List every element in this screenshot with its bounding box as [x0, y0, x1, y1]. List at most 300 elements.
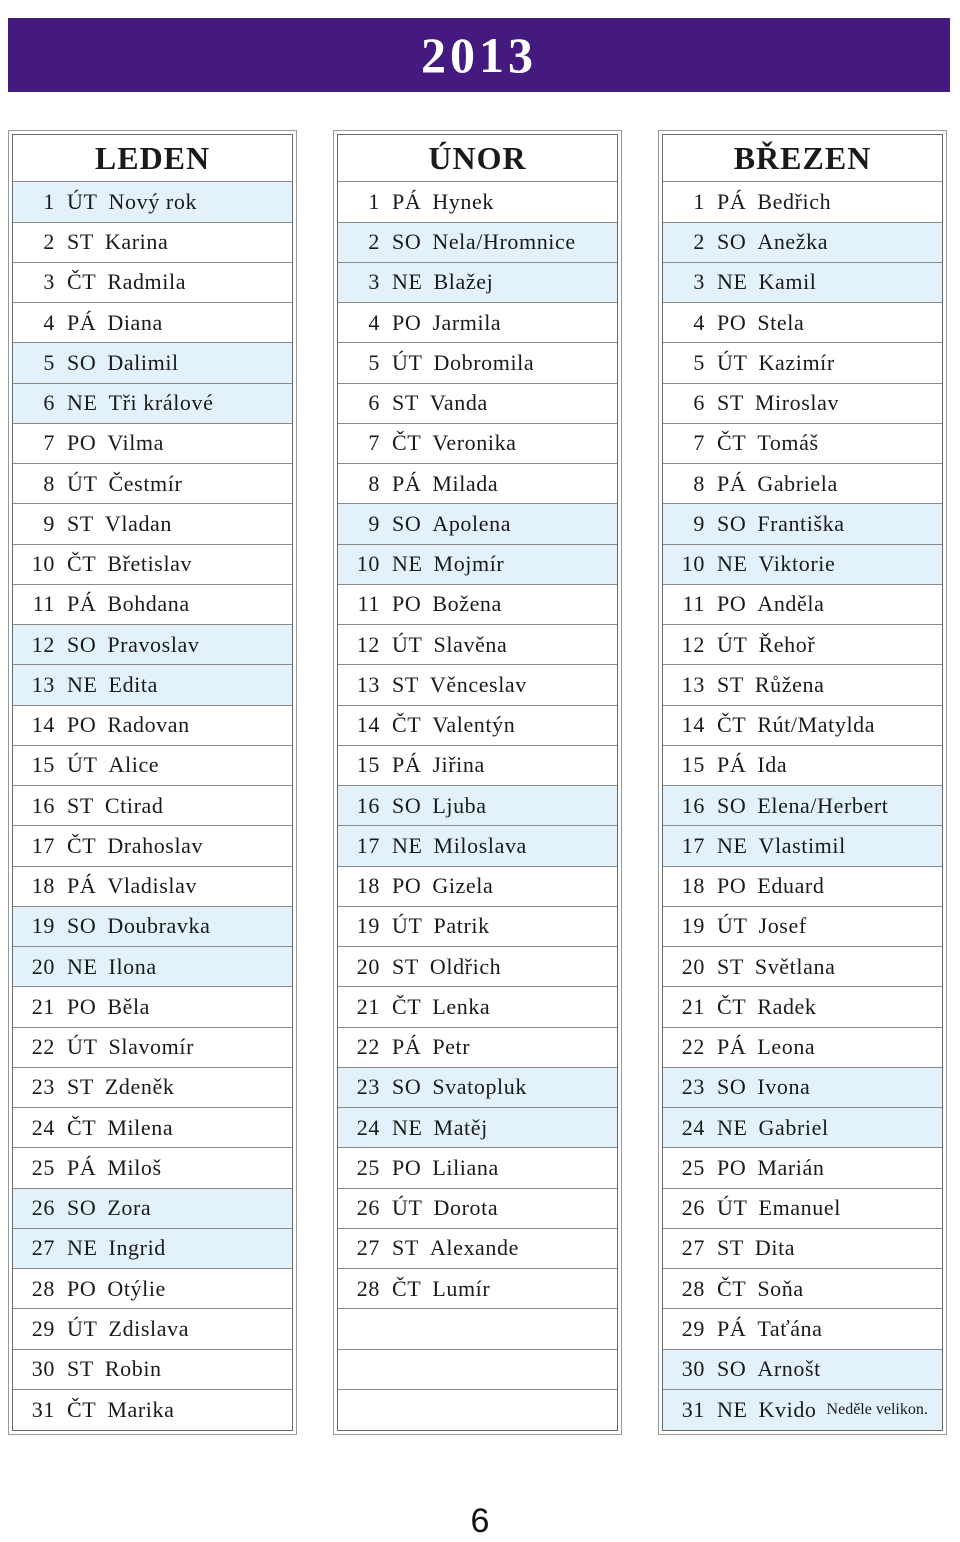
day-row	[13, 826, 292, 866]
day-number: 19	[31, 913, 55, 939]
day-of-week: ÚT	[717, 349, 748, 375]
day-number: 18	[681, 873, 705, 899]
day-of-week: ČT	[717, 430, 747, 456]
day-number: 20	[31, 953, 55, 979]
name-day: Karina	[104, 229, 169, 255]
day-row	[13, 987, 292, 1027]
page-number: 6	[470, 1502, 490, 1540]
day-of-week: PÁ	[717, 188, 747, 214]
day-row	[663, 504, 942, 544]
day-row	[663, 424, 942, 464]
name-day: Soňa	[757, 1275, 804, 1301]
day-number: 12	[31, 631, 55, 657]
day-number: 19	[681, 913, 705, 939]
day-number: 27	[681, 1235, 705, 1261]
day-of-week: PÁ	[392, 1034, 422, 1060]
name-day: Marián	[757, 1154, 825, 1180]
day-number: 9	[368, 510, 380, 536]
name-day: Nela/Hromnice	[432, 229, 576, 255]
name-day: Veronika	[432, 430, 517, 456]
day-row	[338, 343, 617, 383]
name-day: Doubravka	[107, 913, 211, 939]
day-row	[338, 1108, 617, 1148]
name-day: Lumír	[432, 1275, 491, 1301]
name-day: Ljuba	[432, 792, 487, 818]
day-row	[13, 585, 292, 625]
day-of-week: ST	[717, 1235, 744, 1261]
day-of-week: PÁ	[717, 470, 747, 496]
day-row	[13, 867, 292, 907]
day-of-week: NE	[392, 269, 423, 295]
day-number: 25	[356, 1154, 380, 1180]
day-of-week: PÁ	[67, 591, 97, 617]
day-number: 2	[368, 229, 380, 255]
day-number: 12	[681, 631, 705, 657]
day-row	[13, 746, 292, 786]
name-day: Světlana	[754, 953, 836, 979]
day-number: 23	[681, 1074, 705, 1100]
day-row	[338, 947, 617, 987]
name-day: Miloš	[107, 1154, 162, 1180]
day-number: 16	[681, 792, 705, 818]
day-row	[663, 1350, 942, 1390]
day-of-week: PÁ	[717, 1315, 747, 1341]
day-of-week: SO	[717, 1356, 747, 1382]
day-number: 20	[356, 953, 380, 979]
name-day: Radovan	[107, 712, 190, 738]
day-of-week: ÚT	[717, 631, 748, 657]
day-number: 23	[31, 1074, 55, 1100]
day-of-week: ÚT	[67, 1315, 98, 1341]
day-row	[13, 786, 292, 826]
day-row	[663, 384, 942, 424]
day-of-week: PO	[392, 1154, 422, 1180]
month-february	[333, 130, 622, 1435]
name-day: Petr	[432, 1034, 471, 1060]
name-day: Gabriela	[757, 470, 838, 496]
name-day: Dobromila	[433, 349, 535, 375]
name-day: Miroslav	[754, 390, 840, 416]
day-number: 28	[31, 1275, 55, 1301]
day-number: 8	[43, 470, 55, 496]
month-title: ÚNOR	[338, 135, 617, 182]
day-row	[338, 1350, 617, 1390]
day-of-week: ČT	[717, 1275, 747, 1301]
name-day: Ingrid	[108, 1235, 166, 1261]
day-number: 13	[31, 671, 55, 697]
day-row	[13, 1350, 292, 1390]
name-day: Zdeněk	[104, 1074, 175, 1100]
day-of-week: PÁ	[717, 1034, 747, 1060]
day-of-week: SO	[392, 1074, 422, 1100]
day-number: 28	[356, 1275, 380, 1301]
day-number: 24	[681, 1114, 705, 1140]
name-day: Hynek	[432, 188, 494, 214]
name-day: Čestmír	[108, 470, 183, 496]
day-number: 22	[681, 1034, 705, 1060]
day-number: 1	[693, 188, 705, 214]
day-number: 11	[682, 591, 705, 617]
day-row	[338, 585, 617, 625]
day-of-week: NE	[392, 551, 423, 577]
day-row	[13, 907, 292, 947]
name-day: Zdislava	[108, 1315, 190, 1341]
day-of-week: NE	[717, 269, 748, 295]
day-row	[663, 625, 942, 665]
name-day: Liliana	[432, 1154, 499, 1180]
day-number: 15	[356, 752, 380, 778]
name-day: Josef	[758, 913, 807, 939]
day-row	[663, 706, 942, 746]
day-of-week: ÚT	[392, 631, 423, 657]
day-number: 4	[43, 309, 55, 335]
name-day: Dalimil	[107, 349, 179, 375]
name-day: Robin	[104, 1356, 162, 1382]
name-day: Anežka	[757, 229, 829, 255]
day-row	[663, 1108, 942, 1148]
day-row	[663, 545, 942, 585]
day-of-week: NE	[392, 1114, 423, 1140]
day-of-week: SO	[392, 792, 422, 818]
day-of-week: PO	[67, 993, 97, 1019]
day-row	[663, 1028, 942, 1068]
day-row	[338, 464, 617, 504]
day-row	[338, 263, 617, 303]
name-day: Milada	[432, 470, 499, 496]
day-number: 14	[681, 712, 705, 738]
day-of-week: NE	[67, 390, 98, 416]
day-of-week: ST	[392, 1235, 419, 1261]
name-day: Ilona	[108, 953, 157, 979]
name-day: Apolena	[432, 510, 512, 536]
name-day: Milena	[107, 1114, 174, 1140]
day-number: 11	[357, 591, 380, 617]
name-day: Gabriel	[758, 1114, 829, 1140]
day-number: 9	[693, 510, 705, 536]
day-row	[13, 1229, 292, 1269]
day-of-week: ÚT	[717, 1195, 748, 1221]
day-of-week: ČT	[67, 1396, 97, 1422]
day-number: 29	[681, 1315, 705, 1341]
day-row	[338, 1028, 617, 1068]
day-row	[13, 384, 292, 424]
day-number: 21	[356, 993, 380, 1019]
day-of-week: NE	[392, 832, 423, 858]
day-row	[338, 303, 617, 343]
day-of-week: SO	[717, 1074, 747, 1100]
day-number: 23	[356, 1074, 380, 1100]
day-of-week: SO	[717, 229, 747, 255]
day-number: 13	[681, 671, 705, 697]
day-row	[13, 263, 292, 303]
day-row	[13, 343, 292, 383]
day-row	[338, 424, 617, 464]
day-row	[663, 1309, 942, 1349]
name-day: Lenka	[432, 993, 491, 1019]
day-of-week: ÚT	[67, 1034, 98, 1060]
name-day: Kazimír	[758, 349, 835, 375]
day-number: 1	[368, 188, 380, 214]
day-of-week: PÁ	[67, 873, 97, 899]
name-day: Jarmila	[432, 309, 502, 335]
day-row	[13, 1148, 292, 1188]
day-number: 12	[356, 631, 380, 657]
day-number: 18	[356, 873, 380, 899]
day-number: 3	[368, 269, 380, 295]
name-day: Nový rok	[108, 188, 198, 214]
day-of-week: ČT	[392, 993, 422, 1019]
day-list	[338, 182, 617, 1430]
day-row	[338, 746, 617, 786]
day-row	[338, 1189, 617, 1229]
day-number: 31	[681, 1396, 705, 1422]
name-day: Slavomír	[108, 1034, 194, 1060]
day-of-week: PÁ	[392, 470, 422, 496]
day-number: 6	[368, 390, 380, 416]
day-number: 2	[693, 229, 705, 255]
day-of-week: PO	[392, 591, 422, 617]
day-number: 29	[31, 1315, 55, 1341]
name-day: Ivona	[757, 1074, 811, 1100]
day-number: 20	[681, 953, 705, 979]
day-row	[13, 464, 292, 504]
day-row	[663, 303, 942, 343]
name-day: Kamil	[758, 269, 817, 295]
name-day: Radek	[757, 993, 817, 1019]
name-day: Dita	[754, 1235, 796, 1261]
name-day: Blažej	[433, 269, 494, 295]
day-number: 17	[31, 832, 55, 858]
name-day: Anděla	[757, 591, 825, 617]
day-number: 8	[368, 470, 380, 496]
day-row	[13, 303, 292, 343]
day-number: 15	[681, 752, 705, 778]
month-january	[8, 130, 297, 1435]
day-row	[13, 1028, 292, 1068]
day-number: 3	[693, 269, 705, 295]
day-number: 10	[356, 551, 380, 577]
day-row	[663, 585, 942, 625]
day-row	[338, 1309, 617, 1349]
day-number: 9	[43, 510, 55, 536]
name-day: Mojmír	[433, 551, 505, 577]
day-of-week: ÚT	[717, 913, 748, 939]
day-number: 7	[43, 430, 55, 456]
day-row	[663, 1189, 942, 1229]
day-of-week: NE	[67, 671, 98, 697]
day-number: 6	[693, 390, 705, 416]
name-day: Vladislav	[107, 873, 198, 899]
name-day: Viktorie	[758, 551, 836, 577]
day-number: 18	[31, 873, 55, 899]
day-number: 25	[31, 1154, 55, 1180]
day-of-week: ČT	[67, 551, 97, 577]
name-day: Růžena	[754, 671, 825, 697]
day-of-week: SO	[67, 913, 97, 939]
day-of-week: ÚT	[67, 188, 98, 214]
name-day: Eduard	[757, 873, 825, 899]
day-list	[663, 182, 942, 1430]
day-number: 5	[693, 349, 705, 375]
name-day: Alexande	[429, 1235, 519, 1261]
month-frame	[662, 134, 943, 1431]
day-of-week: ČT	[67, 269, 97, 295]
day-row	[13, 947, 292, 987]
name-day: Radmila	[107, 269, 187, 295]
day-of-week: ČT	[67, 832, 97, 858]
day-row	[13, 1068, 292, 1108]
day-of-week: PO	[717, 873, 747, 899]
day-row	[663, 665, 942, 705]
day-of-week: NE	[717, 1114, 748, 1140]
day-of-week: PO	[717, 309, 747, 335]
day-row	[663, 987, 942, 1027]
day-row	[338, 867, 617, 907]
day-of-week: ST	[67, 510, 94, 536]
day-number: 5	[43, 349, 55, 375]
name-day: Pravoslav	[107, 631, 200, 657]
day-row	[663, 1390, 942, 1430]
month-title: BŘEZEN	[663, 135, 942, 182]
day-row	[338, 504, 617, 544]
day-of-week: ÚT	[67, 470, 98, 496]
day-of-week: ČT	[67, 1114, 97, 1140]
day-number: 16	[356, 792, 380, 818]
day-row	[663, 907, 942, 947]
day-number: 26	[31, 1195, 55, 1221]
day-of-week: PÁ	[392, 188, 422, 214]
day-row	[663, 867, 942, 907]
day-of-week: PO	[392, 873, 422, 899]
name-day: Alice	[108, 752, 160, 778]
name-day: Dorota	[433, 1195, 499, 1221]
name-day: Tři králové	[108, 390, 214, 416]
day-row	[663, 223, 942, 263]
name-day: Vanda	[429, 390, 488, 416]
day-row	[13, 1390, 292, 1430]
day-number: 10	[681, 551, 705, 577]
day-number: 4	[693, 309, 705, 335]
day-of-week: NE	[67, 953, 98, 979]
month-frame	[12, 134, 293, 1431]
day-number: 4	[368, 309, 380, 335]
name-day: Vilma	[107, 430, 164, 456]
day-number: 13	[356, 671, 380, 697]
day-of-week: NE	[717, 551, 748, 577]
name-day: Drahoslav	[107, 832, 204, 858]
name-day: Diana	[107, 309, 163, 335]
name-day: Bohdana	[107, 591, 190, 617]
day-of-week: PO	[67, 712, 97, 738]
day-row	[13, 1309, 292, 1349]
day-row	[13, 504, 292, 544]
day-of-week: PÁ	[67, 309, 97, 335]
day-number: 7	[693, 430, 705, 456]
day-row	[338, 545, 617, 585]
day-number: 21	[31, 993, 55, 1019]
day-of-week: ÚT	[392, 1195, 423, 1221]
day-number: 6	[43, 390, 55, 416]
name-day: Marika	[107, 1396, 175, 1422]
name-day: Miloslava	[433, 832, 527, 858]
day-of-week: ST	[67, 229, 94, 255]
day-row	[338, 1269, 617, 1309]
day-row	[338, 907, 617, 947]
day-of-week: SO	[392, 229, 422, 255]
day-number: 25	[681, 1154, 705, 1180]
name-day: Elena/Herbert	[757, 792, 889, 818]
name-day: Ida	[757, 752, 788, 778]
day-of-week: PÁ	[717, 752, 747, 778]
day-of-week: PÁ	[67, 1154, 97, 1180]
day-row	[663, 746, 942, 786]
day-of-week: ST	[67, 1356, 94, 1382]
name-day: Svatopluk	[432, 1074, 527, 1100]
day-row	[338, 826, 617, 866]
day-row	[338, 1148, 617, 1188]
day-row	[663, 947, 942, 987]
day-number: 30	[681, 1356, 705, 1382]
name-day: Patrik	[433, 913, 490, 939]
day-number: 15	[31, 752, 55, 778]
name-day: Jiřina	[432, 752, 485, 778]
day-of-week: SO	[717, 510, 747, 536]
day-row	[338, 786, 617, 826]
day-row	[13, 182, 292, 222]
day-of-week: PO	[717, 591, 747, 617]
name-day: Ctirad	[104, 792, 164, 818]
day-row	[338, 625, 617, 665]
day-row	[13, 706, 292, 746]
year-title: 2013	[421, 27, 537, 83]
day-of-week: SO	[67, 1195, 97, 1221]
name-day: Vladan	[104, 510, 173, 536]
day-row	[338, 706, 617, 746]
day-list	[13, 182, 292, 1430]
day-number: 16	[31, 792, 55, 818]
day-row	[338, 987, 617, 1027]
day-of-week: SO	[67, 631, 97, 657]
day-number: 26	[356, 1195, 380, 1221]
day-row	[663, 464, 942, 504]
day-number: 27	[31, 1235, 55, 1261]
day-of-week: ČT	[717, 712, 747, 738]
day-number: 31	[31, 1396, 55, 1422]
day-row	[663, 182, 942, 222]
name-day: Tomáš	[757, 430, 819, 456]
day-row	[13, 1269, 292, 1309]
day-row	[663, 1148, 942, 1188]
name-day: Stela	[757, 309, 805, 335]
day-of-week: ST	[717, 390, 744, 416]
day-number: 17	[356, 832, 380, 858]
day-number: 27	[356, 1235, 380, 1261]
name-day: Gizela	[432, 873, 494, 899]
day-number: 19	[356, 913, 380, 939]
day-of-week: ČT	[392, 712, 422, 738]
day-row	[663, 786, 942, 826]
day-row	[13, 223, 292, 263]
day-row	[338, 1068, 617, 1108]
day-number: 24	[356, 1114, 380, 1140]
name-day: Božena	[432, 591, 502, 617]
day-number: 24	[31, 1114, 55, 1140]
name-day: Valentýn	[432, 712, 516, 738]
day-row	[13, 1189, 292, 1229]
year-banner	[8, 18, 950, 92]
day-of-week: PO	[67, 430, 97, 456]
day-row	[663, 826, 942, 866]
